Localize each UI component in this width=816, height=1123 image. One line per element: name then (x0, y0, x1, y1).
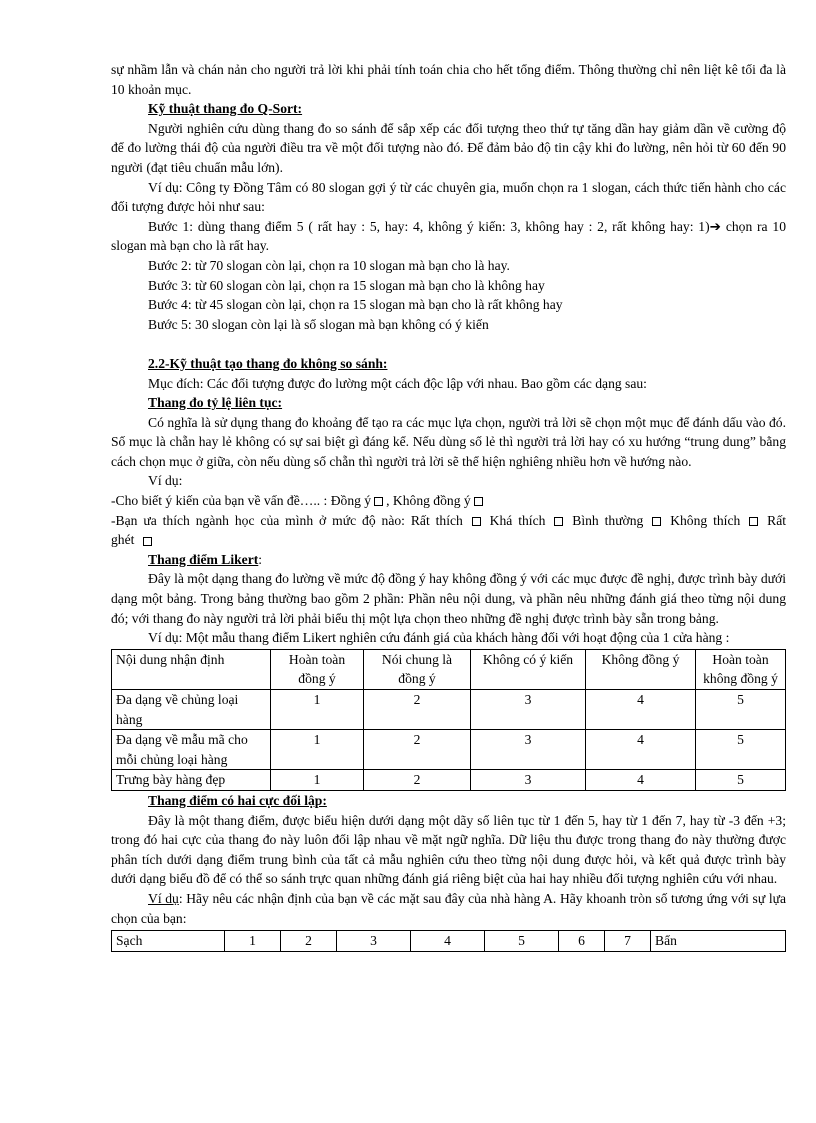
table-cell: 1 (271, 730, 364, 770)
scale-left-pole: Sạch (112, 931, 225, 952)
example-1-text-a: -Cho biết ý kiến của bạn về vấn đề….. : Đồng ý (111, 493, 372, 509)
table-cell: 5 (696, 690, 786, 730)
table-header-cell: Không có ý kiến (471, 649, 586, 689)
table-cell: 2 (364, 690, 471, 730)
table-cell: 3 (471, 690, 586, 730)
continuous-scale-paragraph: Có nghĩa là sử dụng thang đo khoảng để tạo ra các mục lựa chọn, người trả lời sẽ chọn một mục để đánh dấu vào đó. Số mục là chẵn hay lẻ không có sự sai biệt gì đáng kể. Nếu dùng số lẻ thì người trả lời hay có xu hướng “trung dung” bằng cách chọn mục ở giữa, còn nếu dùng số chẵn thì người trả lời sẽ thể hiện nghiêng nhiều hơn về hướng nào. (111, 414, 786, 469)
table-cell: 2 (364, 770, 471, 791)
likert-heading-line (148, 550, 786, 570)
table-row-label: Đa dạng về chủng loại hàng (112, 690, 271, 730)
table-header-cell: Hoàn toàn không đồng ý (696, 649, 786, 689)
table-cell: 4 (586, 770, 696, 791)
scale-point: 3 (337, 931, 411, 952)
example-1-text-b: , Không đồng ý (386, 493, 471, 509)
table-header-cell: Nói chung là đồng ý (364, 649, 471, 689)
table-cell: 4 (586, 730, 696, 770)
qsort-step-1 (111, 217, 786, 256)
right-arrow-icon: ➔ (709, 218, 721, 234)
checkbox-icon (374, 497, 383, 506)
checkbox-icon (472, 517, 481, 526)
qsort-step-2: Bước 2: từ 70 slogan còn lại, chọn ra 10 slogan mà bạn cho là hay. (148, 257, 510, 273)
bipolar-example (111, 889, 786, 928)
table-cell: 1 (271, 770, 364, 791)
table-header-cell: Không đồng ý (586, 649, 696, 689)
continuous-scale-heading: Thang đo tỷ lệ liên tục: (148, 395, 283, 411)
likert-heading-colon: : (258, 551, 263, 567)
table-row (112, 770, 786, 791)
example-2-text-a: -Bạn ưa thích ngành học của mình ở mức độ nào: Rất thích (111, 512, 463, 528)
qsort-step-4: Bước 4: từ 45 slogan còn lại, chọn ra 15 slogan mà bạn cho là rất không hay (148, 297, 563, 313)
likert-paragraph-1: Đây là một dạng thang đo lường về mức độ đồng ý hay không đồng ý với các mục được đề nghị, được trình bày dưới dạng một bảng. Trong bảng thường bao gồm 2 phần: Phần nêu nội dung, và phần nêu những đánh giá theo từng nội dung đó; với thang đo này người trả lời phải biểu thị một lựa chọn theo những đề nghị được trình bày sẵn trong bảng. (111, 571, 786, 626)
document-page (111, 60, 786, 952)
bipolar-heading: Thang điểm có hai cực đối lập: (148, 792, 327, 808)
example-2-text-b: Khá thích (489, 512, 546, 528)
scale-point: 7 (605, 931, 651, 952)
table-cell: 2 (364, 730, 471, 770)
qsort-heading: Kỹ thuật thang đo Q-Sort: (148, 101, 303, 117)
table-cell: 4 (586, 690, 696, 730)
qsort-paragraph-1: Người nghiên cứu dùng thang đo so sánh để sắp xếp các đối tượng theo thứ tự tăng dần hay giảm dần về cường độ để đo lường thái độ của người điều tra về một đối tượng nào đó. Để đảm bảo độ tin cậy khi đo lường, nên hỏi từ 60 đến 90 người (đạt tiêu chuẩn mẫu lớn). (111, 120, 786, 175)
checkbox-icon (652, 517, 661, 526)
table-row-label: Trưng bày hàng đẹp (112, 770, 271, 791)
qsort-step-5: Bước 5: 30 slogan còn lại là số slogan mà bạn không có ý kiến (148, 316, 489, 332)
table-cell: 1 (271, 690, 364, 730)
checkbox-icon (554, 517, 563, 526)
example-2-text-c: Bình thường (572, 512, 644, 528)
checkbox-icon (474, 497, 483, 506)
table-cell: 3 (471, 770, 586, 791)
semantic-differential-table (111, 930, 786, 952)
scale-point: 5 (485, 931, 559, 952)
table-header-cell: Hoàn toàn đồng ý (271, 649, 364, 689)
example-label: Ví dụ: (148, 473, 183, 489)
example-2 (111, 511, 786, 550)
section-2-2-paragraph: Mục đích: Các đối tượng được đo lường một cách độc lập với nhau. Bao gồm các dạng sau: (148, 375, 647, 391)
qsort-paragraph-2: Ví dụ: Công ty Đồng Tâm có 80 slogan gợi ý từ các chuyên gia, muốn chọn ra 1 slogan, cách thức tiến hành cho các đối tượng được hỏi như sau: (111, 179, 786, 215)
bipolar-paragraph: Đây là một thang điểm, được biểu hiện dưới dạng một dãy số liên tục từ 1 đến 5, hay từ 1 đến 7, hay từ -3 đến +3; trong đó hai cực của thang đo này luôn đối lập nhau về mặt ngữ nghĩa. Dữ liệu thu được trong thang đo này thường được phân tích dưới dạng điểm trung bình của tất cả mẫu nghiên cứu theo từng nội dung được hỏi, và kết quả được trình bày dưới dạng biểu đồ để có thể so sánh trực quan những đánh giá riêng biệt của hai hay nhiều đối tượng nghiên cứu với nhau. (111, 812, 786, 887)
step-1-tail: chọn ra 10 slogan mà bạn cho là rất hay. (111, 218, 786, 254)
table-cell: 5 (696, 770, 786, 791)
scale-right-pole: Bẩn (651, 931, 786, 952)
table-header-row (112, 649, 786, 689)
section-2-2-heading: 2.2-Kỹ thuật tạo thang đo không so sánh: (148, 355, 388, 371)
table-row (112, 690, 786, 730)
likert-table (111, 649, 786, 791)
qsort-step-3: Bước 3: từ 60 slogan còn lại, chọn ra 15 slogan mà bạn cho là không hay (148, 277, 545, 293)
likert-paragraph-2: Ví dụ: Một mẫu thang điểm Likert nghiên cứu đánh giá của khách hàng đối với hoạt động của 1 cửa hàng : (148, 630, 730, 646)
step-1-text: Bước 1: dùng thang điểm 5 ( rất hay : 5, hay: 4, không ý kiến: 3, không hay : 2, rất không hay: 1) (148, 218, 710, 234)
intro-paragraph: sự nhầm lẫn và chán nản cho người trả lời khi phải tính toán chia cho hết tổng điểm. Thông thường chỉ nên liệt kê tối đa là 10 khoản mục. (111, 62, 786, 97)
table-cell: 3 (471, 730, 586, 770)
spacer (111, 334, 786, 354)
scale-point: 2 (281, 931, 337, 952)
checkbox-icon (143, 537, 152, 546)
bipolar-example-label: Ví dụ (148, 890, 179, 906)
table-row (112, 931, 786, 952)
example-2-text-e: Rất ghét (111, 512, 787, 548)
scale-point: 1 (225, 931, 281, 952)
scale-point: 6 (559, 931, 605, 952)
example-2-text-d: Không thích (670, 512, 741, 528)
checkbox-icon (749, 517, 758, 526)
table-cell: 5 (696, 730, 786, 770)
bipolar-example-text: : Hãy nêu các nhận định của bạn về các mặt sau đây của nhà hàng A. Hãy khoanh tròn số tương ứng với sự lựa chọn của bạn: (111, 890, 786, 926)
table-row-label: Đa dạng về mẫu mã cho mỗi chủng loại hàng (112, 730, 271, 770)
scale-point: 4 (411, 931, 485, 952)
likert-heading: Thang điểm Likert (148, 551, 259, 567)
table-row (112, 730, 786, 770)
example-1 (111, 491, 786, 511)
table-header-cell: Nội dung nhận định (112, 649, 271, 689)
